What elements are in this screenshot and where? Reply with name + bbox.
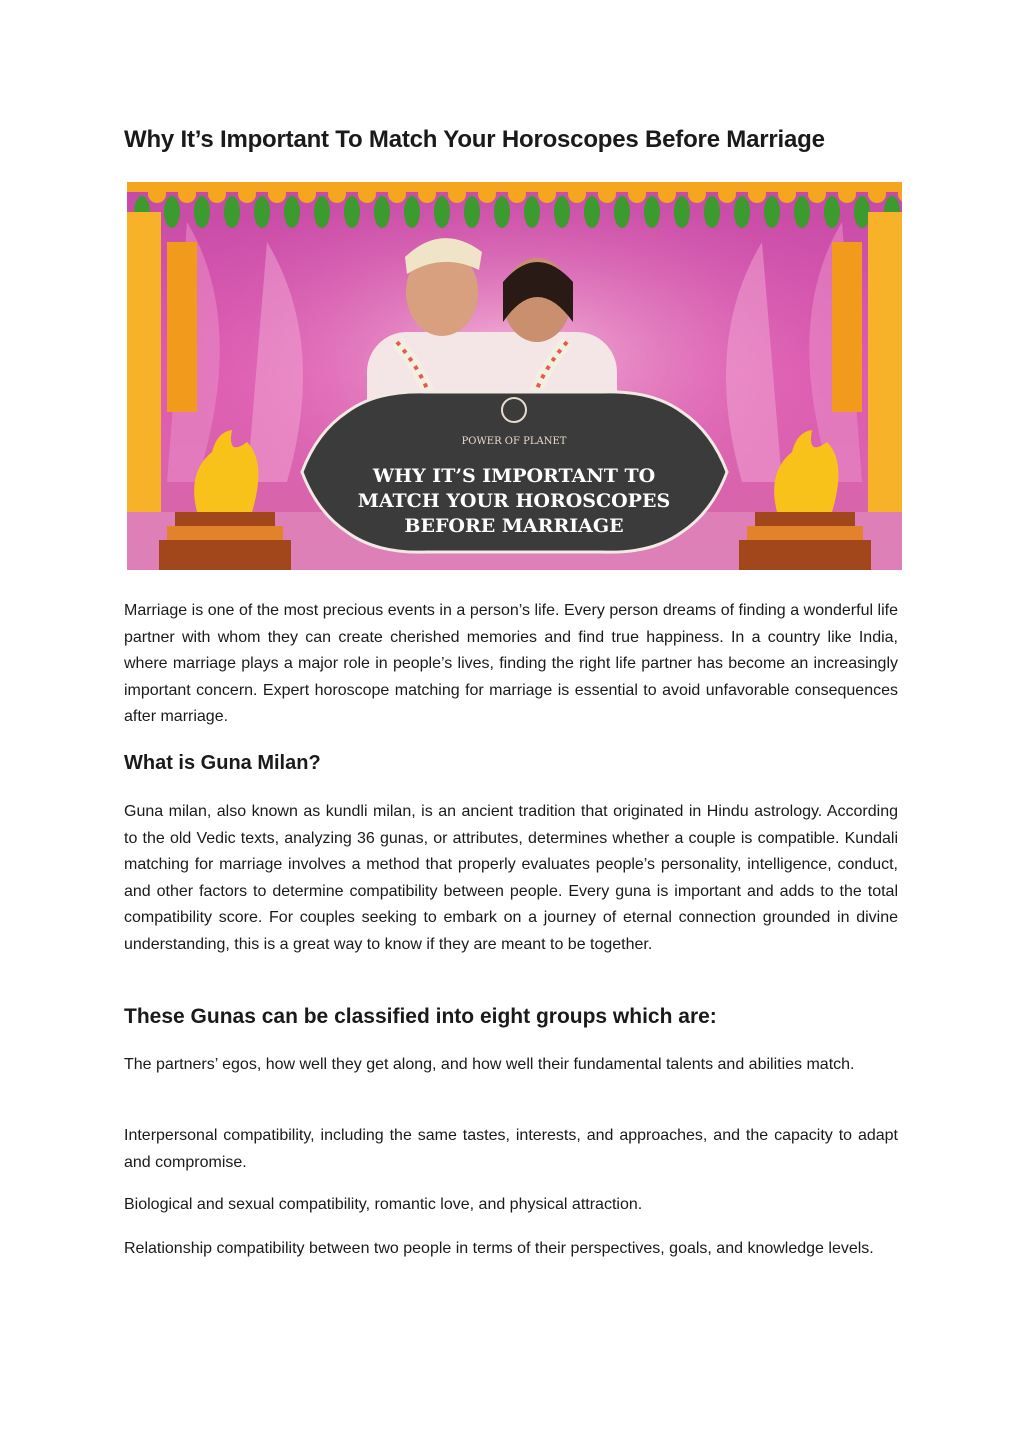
garland-leaf — [224, 196, 240, 228]
wedding-banner-illustration — [127, 182, 902, 570]
garland-leaf — [194, 196, 210, 228]
garland-leaf — [824, 196, 840, 228]
banner-title-line2: MATCH YOUR HOROSCOPES — [357, 490, 671, 512]
garland-marigold — [508, 185, 526, 203]
garland-leaf — [794, 196, 810, 228]
garland-leaf — [524, 196, 540, 228]
garland-marigold — [808, 185, 826, 203]
garland-marigold — [448, 185, 466, 203]
garland-marigold — [778, 185, 796, 203]
garland-marigold — [868, 185, 886, 203]
garland-leaf — [404, 196, 420, 228]
garland-leaf — [284, 196, 300, 228]
garland-marigold — [238, 185, 256, 203]
garland-leaf — [704, 196, 720, 228]
garland-leaf — [644, 196, 660, 228]
garland-marigold — [148, 185, 166, 203]
garland-marigold — [568, 185, 586, 203]
garland-leaf — [314, 196, 330, 228]
garland-marigold — [478, 185, 496, 203]
garland-leaf — [344, 196, 360, 228]
garland-marigold — [688, 185, 706, 203]
section-heading-guna-groups: These Gunas can be classified into eight groups which are: — [124, 1005, 717, 1028]
garland-marigold — [328, 185, 346, 203]
banner-image — [127, 182, 902, 570]
garland-leaf — [164, 196, 180, 228]
garland-leaf — [854, 196, 870, 228]
garland-leaf — [254, 196, 270, 228]
garland-marigold — [598, 185, 616, 203]
garland-marigold — [208, 185, 226, 203]
garland-marigold — [178, 185, 196, 203]
garland-marigold — [658, 185, 676, 203]
banner-title-line3: BEFORE MARRIAGE — [404, 515, 624, 537]
section-heading-guna-milan: What is Guna Milan? — [124, 752, 321, 774]
garland-leaf — [374, 196, 390, 228]
intro-paragraph: Marriage is one of the most precious events in a person’s life. Every person dreams of finding a wonderful life partner with whom they can create cherished memories and find true happiness. In a country like India, where marriage plays a major role in people’s lives, finding the right life partner has become an increasingly important concern. Expert horoscope matching for marriage is essential to avoid unfavorable consequences after marriage. — [124, 602, 898, 725]
garland-marigold — [748, 185, 766, 203]
title-badge — [302, 392, 727, 552]
guna-group-item: The partners’ egos, how well they get along, and how well their fundamental talents and abilities match. — [124, 1056, 855, 1073]
garland-marigold — [538, 185, 556, 203]
garland-leaf — [614, 196, 630, 228]
guna-group-item: Biological and sexual compatibility, romantic love, and physical attraction. — [124, 1196, 643, 1213]
garland-leaf — [674, 196, 690, 228]
guna-group-item: Interpersonal compatibility, including the same tastes, interests, and approaches, and the capacity to adapt and compromise. — [124, 1127, 898, 1171]
garland-leaf — [734, 196, 750, 228]
guna-group-item: Relationship compatibility between two people in terms of their perspectives, goals, and knowledge levels. — [124, 1240, 874, 1257]
garland-marigold — [418, 185, 436, 203]
banner-title-line1: WHY IT’S IMPORTANT TO — [372, 465, 656, 487]
garland-marigold — [718, 185, 736, 203]
garland-marigold — [628, 185, 646, 203]
garland-marigold — [268, 185, 286, 203]
garland-leaf — [464, 196, 480, 228]
garland-leaf — [584, 196, 600, 228]
guna-milan-paragraph: Guna milan, also known as kundli milan, is an ancient tradition that originated in Hindu astrology. According to the old Vedic texts, analyzing 36 gunas, or attributes, determines whether a couple is compatible. Kundali matching for marriage involves a method that properly evaluates people’s personality, intelligence, conduct, and other factors to determine compatibility between people. Every guna is important and adds to the total compatibility score. For couples seeking to embark on a journey of eternal connection grounded in divine understanding, this is a great way to know if they are meant to be together. — [124, 803, 898, 953]
garland-leaf — [764, 196, 780, 228]
garland-leaf — [434, 196, 450, 228]
page-title: Why It’s Important To Match Your Horoscopes Before Marriage — [124, 126, 825, 153]
garland-leaf — [554, 196, 570, 228]
garland-marigold — [388, 185, 406, 203]
garland-marigold — [838, 185, 856, 203]
banner-brand: POWER OF PLANET — [461, 436, 567, 447]
garland-marigold — [358, 185, 376, 203]
garland-marigold — [298, 185, 316, 203]
garland-leaf — [494, 196, 510, 228]
